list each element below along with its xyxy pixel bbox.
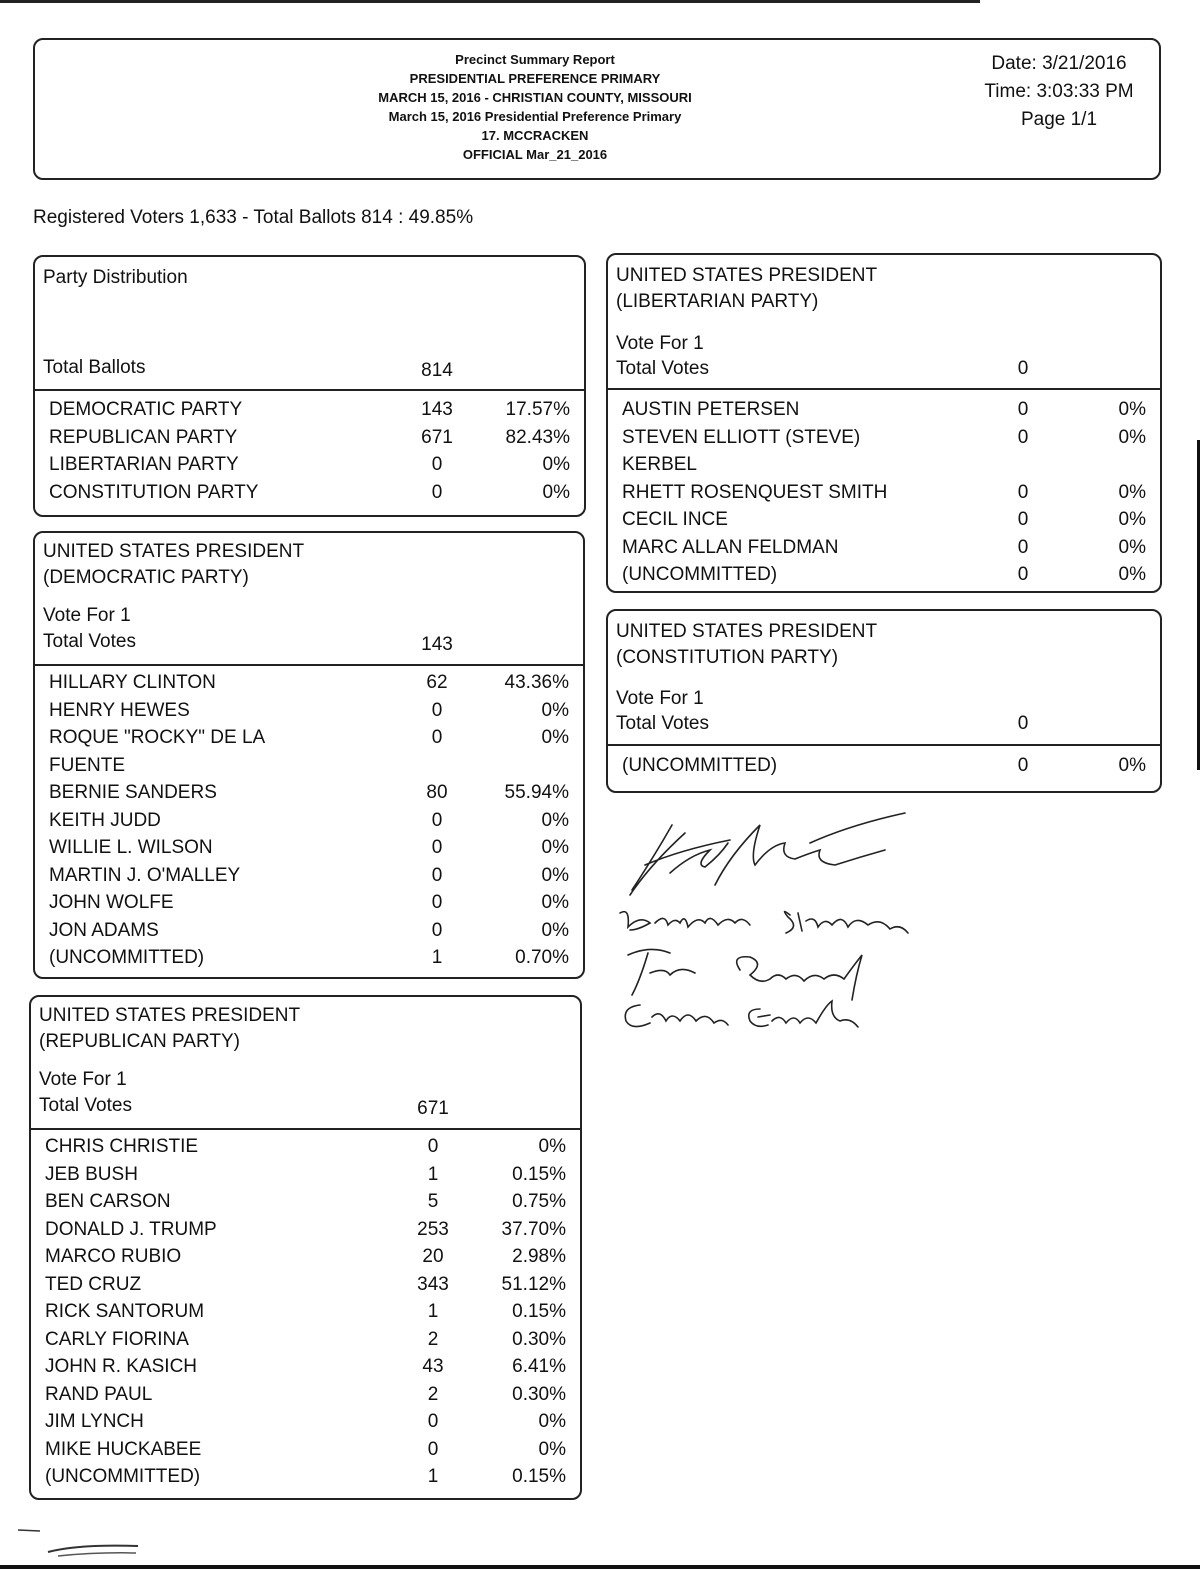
- table-row: [49, 752, 569, 780]
- table-row: [49, 479, 570, 507]
- vote-count: 1: [427, 1301, 439, 1322]
- table-row: [49, 451, 570, 479]
- candidate-name: STEVEN ELLIOTT (STEVE): [622, 426, 861, 448]
- results-table: [49, 396, 570, 506]
- table-row: [45, 1463, 566, 1491]
- vote-percent: 51.12%: [501, 1273, 566, 1295]
- table-row: [622, 479, 1146, 507]
- candidate-name: TED CRUZ: [45, 1273, 142, 1295]
- total-votes-value: 143: [421, 634, 453, 655]
- total-ballots-value: 814: [421, 360, 453, 381]
- candidate-name: ROQUE "ROCKY" DE LA: [49, 727, 266, 748]
- vote-percent: 0.15%: [512, 1466, 566, 1487]
- table-row: [45, 1216, 566, 1244]
- vote-count: 0: [431, 699, 443, 721]
- vote-count: 43: [422, 1356, 444, 1377]
- candidate-name: REPUBLICAN PARTY: [49, 426, 238, 448]
- vote-percent: 0.30%: [512, 1328, 566, 1350]
- election-county: MARCH 15, 2016 - CHRISTIAN COUNTY, MISSOURI: [378, 90, 692, 105]
- vote-count: 62: [426, 672, 448, 693]
- vote-percent: 0%: [538, 1411, 566, 1432]
- report-title-block: [285, 50, 785, 164]
- vote-percent: 0.15%: [512, 1301, 566, 1322]
- results-table: [622, 396, 1146, 589]
- table-row: [49, 779, 569, 807]
- candidate-name: RICK SANTORUM: [45, 1301, 205, 1322]
- panel-title: [43, 539, 304, 591]
- vote-percent: 37.70%: [501, 1218, 566, 1240]
- vote-percent: 6.41%: [512, 1356, 566, 1377]
- candidate-name: (UNCOMMITTED): [45, 1466, 201, 1487]
- precinct-name: 17. MCCRACKEN: [481, 128, 589, 143]
- divider: [608, 388, 1160, 390]
- candidate-name: BEN CARSON: [45, 1191, 171, 1212]
- table-row: [49, 396, 570, 424]
- vote-percent: 0%: [541, 864, 569, 886]
- official-stamp: OFFICIAL Mar_21_2016: [462, 147, 608, 162]
- table-row: [49, 424, 570, 452]
- vote-count: 0: [427, 1411, 439, 1432]
- contest-party: (DEMOCRATIC PARTY): [43, 567, 249, 588]
- table-row: [45, 1326, 566, 1354]
- candidate-name: WILLIE L. WILSON: [49, 837, 213, 858]
- contest-title: UNITED STATES PRESIDENT: [616, 265, 878, 286]
- vote-count: 2: [427, 1328, 439, 1350]
- candidate-name: (UNCOMMITTED): [622, 564, 778, 585]
- contest-party: (LIBERTARIAN PARTY): [616, 291, 819, 312]
- scan-edge-bottom: [0, 1565, 1200, 1569]
- page-number: Page 1/1: [1020, 109, 1098, 130]
- panel-title: [616, 263, 877, 315]
- vote-count: 80: [426, 782, 448, 803]
- vote-count: 0: [431, 837, 443, 858]
- candidate-name: CONSTITUTION PARTY: [49, 481, 259, 503]
- table-row: [45, 1188, 566, 1216]
- total-votes-label: Total Votes: [616, 713, 709, 734]
- candidate-name: JIM LYNCH: [45, 1411, 144, 1432]
- table-row: [45, 1161, 566, 1189]
- vote-count: 0: [1017, 399, 1029, 420]
- scan-smudge: [18, 1522, 158, 1562]
- vote-percent: 0%: [541, 919, 569, 941]
- table-row: [45, 1436, 566, 1464]
- report-time: Time: 3:03:33 PM: [984, 81, 1134, 102]
- election-name: PRESIDENTIAL PREFERENCE PRIMARY: [409, 71, 661, 86]
- panel-title: [39, 1003, 300, 1055]
- total-votes-value: 0: [1017, 358, 1029, 379]
- party-distribution-panel: [33, 255, 586, 517]
- vote-percent: 0.75%: [512, 1191, 566, 1212]
- candidate-name: MARCO RUBIO: [45, 1246, 182, 1267]
- contest-party: (REPUBLICAN PARTY): [39, 1031, 240, 1052]
- results-table: [622, 752, 1146, 780]
- vote-percent: 0%: [1118, 426, 1146, 448]
- candidate-name: MARC ALLAN FELDMAN: [622, 536, 839, 558]
- vote-count: 0: [431, 809, 443, 831]
- vote-percent: 0%: [541, 892, 569, 913]
- vote-count: 1: [427, 1466, 439, 1487]
- vote-percent: 0%: [541, 699, 569, 721]
- vote-count: 0: [431, 892, 443, 913]
- vote-count: 0: [1017, 755, 1029, 776]
- vote-percent: 0%: [1118, 536, 1146, 558]
- table-row: [49, 724, 569, 752]
- vote-count: 0: [1017, 536, 1029, 558]
- vote-percent: 0%: [541, 727, 569, 748]
- candidate-name: CARLY FIORINA: [45, 1328, 189, 1350]
- vote-percent: 0%: [1118, 564, 1146, 585]
- table-row: [49, 862, 569, 890]
- total-votes-value: 671: [417, 1098, 449, 1119]
- vote-count: 2: [427, 1383, 439, 1405]
- total-votes-label: Total Votes: [43, 631, 136, 652]
- vote-count: 671: [421, 426, 453, 448]
- vote-percent: 0%: [538, 1136, 566, 1157]
- signature-lisa-russell: [628, 949, 862, 1000]
- table-row: [49, 917, 569, 945]
- total-votes-label: Total Votes: [616, 358, 709, 379]
- candidate-name: CHRIS CHRISTIE: [45, 1136, 199, 1157]
- divider: [608, 744, 1160, 746]
- panel-title: Party Distribution: [43, 267, 188, 288]
- candidate-name: DEMOCRATIC PARTY: [49, 399, 243, 420]
- vote-count: 0: [1017, 509, 1029, 530]
- table-row: [49, 697, 569, 725]
- candidate-name: MIKE HUCKABEE: [45, 1438, 202, 1460]
- vote-percent: 82.43%: [505, 426, 570, 448]
- table-row: [49, 807, 569, 835]
- vote-count: 1: [431, 947, 443, 968]
- candidate-name: BERNIE SANDERS: [49, 782, 217, 803]
- table-row: [49, 889, 569, 917]
- candidate-name: FUENTE: [49, 754, 125, 776]
- vote-percent: 0.30%: [512, 1383, 566, 1405]
- vote-count: 5: [427, 1191, 439, 1212]
- vote-count: 0: [427, 1136, 439, 1157]
- vote-percent: 0%: [542, 454, 570, 475]
- vote-percent: 0%: [538, 1438, 566, 1460]
- candidate-name: LIBERTARIAN PARTY: [49, 454, 239, 475]
- registered-voters-summary: Registered Voters 1,633 - Total Ballots 814 : 49.85%: [33, 207, 474, 228]
- vote-percent: 43.36%: [504, 672, 569, 693]
- vote-for-label: Vote For 1: [616, 333, 704, 354]
- vote-percent: 0%: [541, 837, 569, 858]
- candidate-name: JON ADAMS: [49, 919, 159, 941]
- vote-for-label: Vote For 1: [43, 605, 131, 626]
- divider: [35, 664, 583, 666]
- vote-for-label: Vote For 1: [39, 1069, 127, 1090]
- vote-percent: 17.57%: [505, 399, 570, 420]
- total-votes-value: 0: [1017, 713, 1029, 734]
- table-row: [622, 752, 1146, 780]
- table-row: [622, 396, 1146, 424]
- vote-percent: 0%: [1118, 481, 1146, 503]
- vote-percent: 0.70%: [515, 947, 569, 968]
- table-row: [49, 944, 569, 972]
- report-title: Precinct Summary Report: [455, 52, 615, 67]
- vote-count: 343: [417, 1273, 449, 1295]
- vote-count: 1: [427, 1163, 439, 1185]
- vote-for-label: Vote For 1: [616, 688, 704, 709]
- report-meta: [969, 50, 1149, 134]
- signature-barbara-stogner: [620, 911, 908, 933]
- candidate-name: RHETT ROSENQUEST SMITH: [622, 481, 888, 503]
- contest-title: UNITED STATES PRESIDENT: [616, 621, 878, 642]
- candidate-name: MARTIN J. O'MALLEY: [49, 864, 241, 886]
- vote-count: 253: [417, 1218, 449, 1240]
- candidate-name: DONALD J. TRUMP: [45, 1218, 217, 1240]
- divider: [35, 389, 584, 391]
- candidate-name: CECIL INCE: [622, 509, 728, 530]
- vote-percent: 0%: [542, 481, 570, 503]
- table-row: [622, 561, 1146, 589]
- candidate-name: JOHN R. KASICH: [45, 1356, 198, 1377]
- vote-percent: 0%: [1118, 755, 1146, 776]
- table-row: [622, 506, 1146, 534]
- contest-party: (CONSTITUTION PARTY): [616, 647, 839, 668]
- libertarian-panel: [606, 253, 1162, 593]
- table-row: [45, 1271, 566, 1299]
- divider: [31, 1128, 580, 1130]
- vote-count: 0: [427, 1438, 439, 1460]
- signature-1: [630, 813, 905, 895]
- table-row: [45, 1133, 566, 1161]
- democratic-panel: [33, 531, 585, 979]
- report-date: Date: 3/21/2016: [991, 53, 1127, 74]
- candidate-name: AUSTIN PETERSEN: [622, 399, 800, 420]
- vote-percent: 0%: [541, 809, 569, 831]
- republican-panel: [29, 995, 582, 1500]
- vote-percent: 0%: [1118, 399, 1146, 420]
- vote-count: 0: [1017, 564, 1029, 585]
- candidate-name: (UNCOMMITTED): [622, 755, 778, 776]
- table-row: [622, 424, 1146, 452]
- table-row: [622, 534, 1146, 562]
- candidate-name: JEB BUSH: [45, 1163, 138, 1185]
- candidate-name: HILLARY CLINTON: [49, 672, 216, 693]
- vote-count: 0: [431, 454, 443, 475]
- signatures: [610, 795, 930, 1055]
- vote-count: 0: [431, 864, 443, 886]
- vote-percent: 55.94%: [504, 782, 569, 803]
- table-row: [45, 1408, 566, 1436]
- vote-count: 0: [431, 919, 443, 941]
- vote-count: 0: [431, 481, 443, 503]
- vote-count: 0: [431, 727, 443, 748]
- election-subtitle: March 15, 2016 Presidential Preference Primary: [388, 109, 682, 124]
- vote-count: 20: [422, 1246, 444, 1267]
- vote-count: 0: [1017, 481, 1029, 503]
- candidate-name: RAND PAUL: [45, 1383, 153, 1405]
- scan-edge-top: [0, 0, 980, 3]
- vote-percent: 0%: [1118, 509, 1146, 530]
- vote-count: 143: [421, 399, 453, 420]
- panel-title: [616, 619, 877, 671]
- candidate-name: HENRY HEWES: [49, 699, 190, 721]
- candidate-name: KEITH JUDD: [49, 809, 161, 831]
- table-row: [45, 1381, 566, 1409]
- contest-title: UNITED STATES PRESIDENT: [39, 1005, 301, 1026]
- report-header: [33, 38, 1161, 180]
- table-row: [45, 1353, 566, 1381]
- table-row: [49, 669, 569, 697]
- total-ballots-label: Total Ballots: [43, 357, 146, 378]
- table-row: [622, 451, 1146, 479]
- candidate-name: JOHN WOLFE: [49, 892, 174, 913]
- table-row: [49, 834, 569, 862]
- candidate-name: KERBEL: [622, 454, 697, 475]
- constitution-panel: [606, 609, 1162, 793]
- results-table: [49, 669, 569, 972]
- vote-count: 0: [1017, 426, 1029, 448]
- candidate-name: (UNCOMMITTED): [49, 947, 205, 968]
- vote-percent: 0.15%: [512, 1163, 566, 1185]
- results-table: [45, 1133, 566, 1491]
- total-votes-label: Total Votes: [39, 1095, 132, 1116]
- contest-title: UNITED STATES PRESIDENT: [43, 541, 305, 562]
- table-row: [45, 1298, 566, 1326]
- table-row: [45, 1243, 566, 1271]
- signature-carla-essick: [625, 1001, 858, 1027]
- vote-percent: 2.98%: [512, 1246, 566, 1267]
